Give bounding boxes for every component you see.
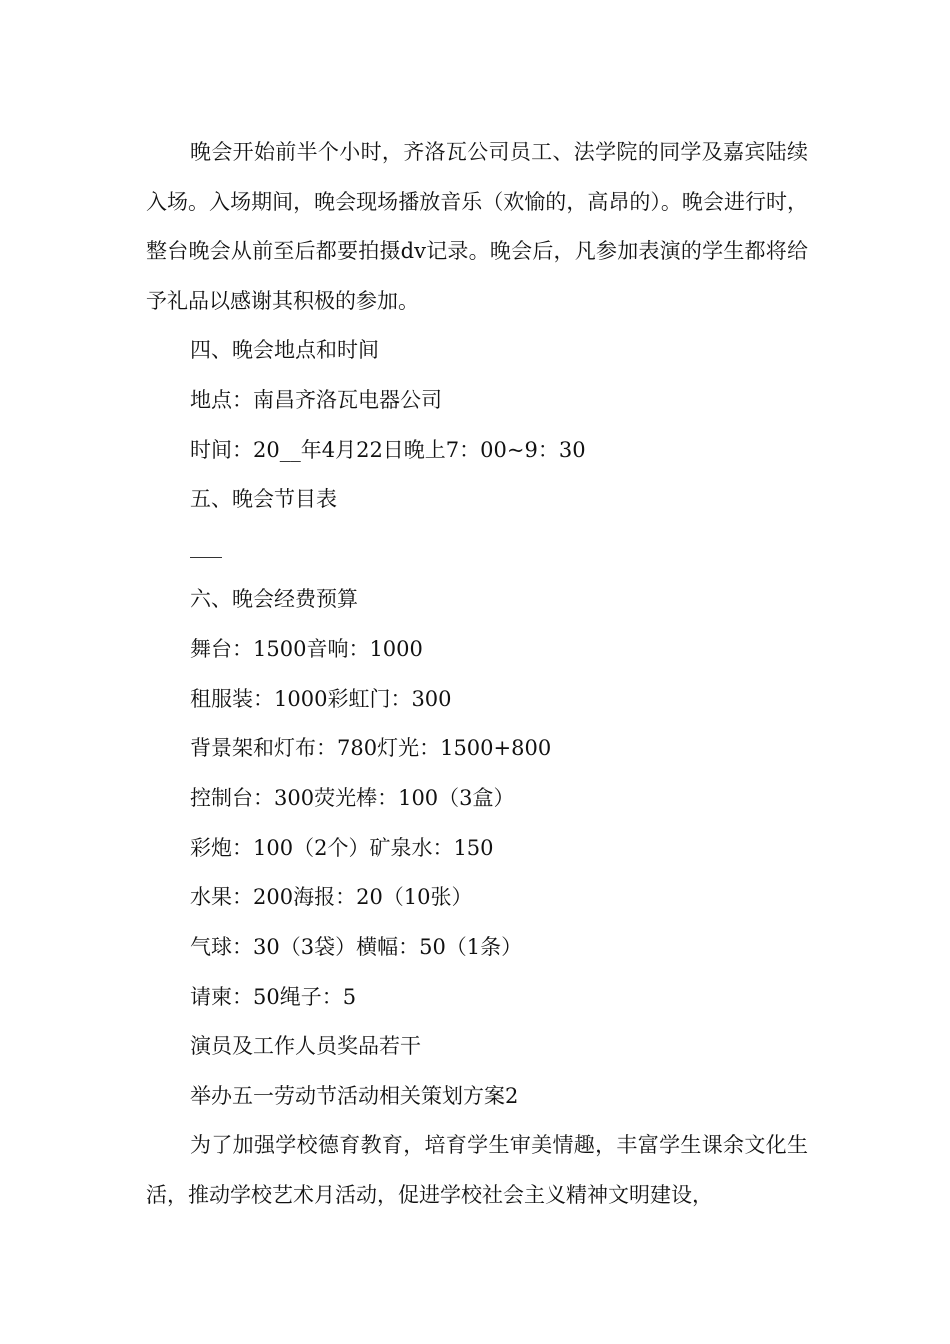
budget-line: 舞台：1500音响：1000 [190,637,423,661]
budget-line: 背景架和灯布：780灯光：1500+800 [190,736,552,760]
intro-paragraph: 晚会开始前半个小时，齐洛瓦公司员工、法学院的同学及嘉宾陆续入场。入场期间，晚会现场播放音乐（欢愉的，高昂的）。晚会进行时，整台晚会从前至后都要拍摄dv记录。晚会后，凡参加表演的学生都将给予礼品以感谢其积极的参加。 [146,140,808,313]
budget-line: 水果：200海报：20（10张） [190,885,473,909]
section-title-plan-2: 举办五一劳动节活动相关策划方案2 [190,1084,519,1108]
budget-line: 彩炮：100（2个）矿泉水：150 [190,836,494,860]
program-placeholder-rule [190,557,222,558]
budget-line: 租服装：1000彩虹门：300 [190,687,452,711]
venue-line: 地点：南昌齐洛瓦电器公司 [190,388,442,412]
budget-line: 气球：30（3袋）横幅：50（1条） [190,935,523,959]
section-heading-budget: 六、晚会经费预算 [190,587,358,611]
plan-2-paragraph: 为了加强学校德育教育，培育学生审美情趣，丰富学生课余文化生活，推动学校艺术月活动，促进学校社会主义精神文明建设， [146,1133,808,1207]
budget-line: 请柬：50绳子：5 [190,985,357,1009]
time-line: 时间：20__年4月22日晚上7：00~9：30 [190,438,586,462]
budget-line: 控制台：300荧光棒：100（3盒） [190,786,515,810]
budget-line: 演员及工作人员奖品若干 [190,1034,421,1058]
section-heading-venue-time: 四、晚会地点和时间 [190,338,379,362]
section-heading-program: 五、晚会节目表 [190,487,337,511]
